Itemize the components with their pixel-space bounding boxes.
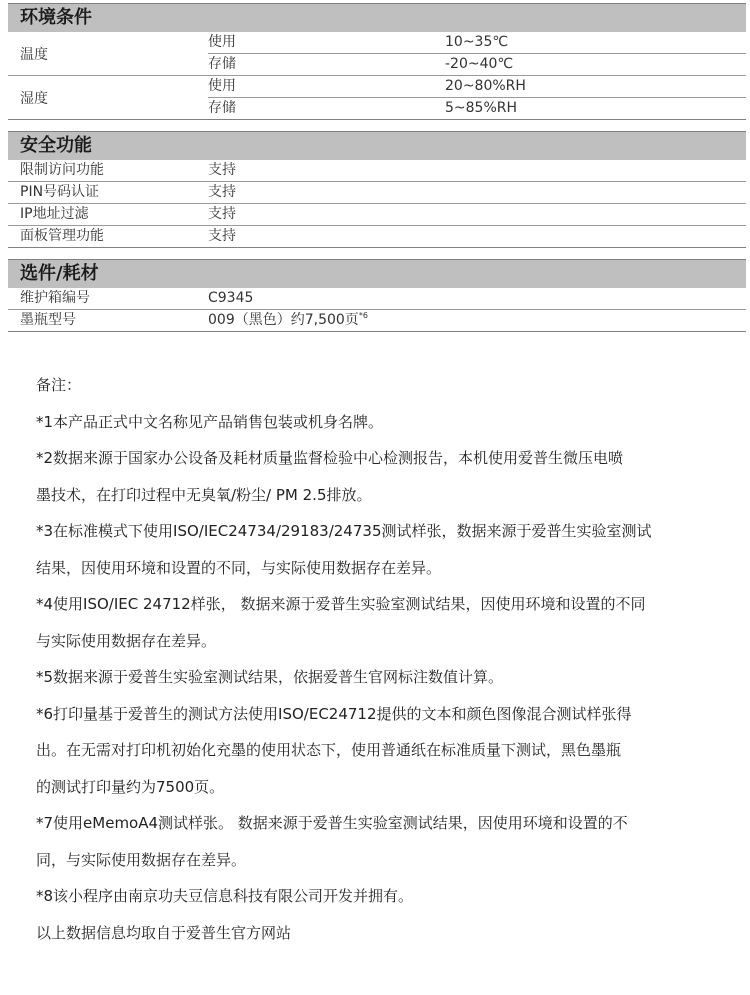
spec-sublabel: 使用 <box>208 34 236 50</box>
section-title: 安全功能 <box>8 131 746 160</box>
spec-value: 009（黑色）约7,500页 <box>208 312 359 328</box>
spec-value: 支持 <box>208 184 236 200</box>
note-line: *6打印量基于爱普生的测试方法使用ISO/EC24712提供的文本和颜色图像混合测试样张得 <box>36 704 632 723</box>
spec-row <box>8 226 746 247</box>
note-line: *3在标准模式下使用ISO/IEC24734/29183/24735测试样张，数据来源于爱普生实验室测试 <box>36 522 652 540</box>
spec-value: C9345 <box>208 290 254 306</box>
note-line: 同，与实际使用数据存在差异。 <box>36 850 247 869</box>
note-line: *1本产品正式中文名称见产品销售包装或机身名牌。 <box>36 412 384 431</box>
spec-value-cell <box>208 310 746 331</box>
note-line: *2数据来源于国家办公设备及耗材质量监督检验中心检测报告，本机使用爱普生微压电喷 <box>36 449 624 467</box>
notes-block <box>36 367 726 951</box>
footnote-marker: *6 <box>358 311 368 320</box>
spec-sublabel: 存储 <box>208 56 236 72</box>
note-line: 的测试打印量约为7500页。 <box>36 777 225 796</box>
spec-row <box>8 204 746 226</box>
spec-value: 支持 <box>208 162 236 178</box>
spec-subrow <box>208 98 746 119</box>
spec-sublabel: 存储 <box>208 100 236 116</box>
note-line: 以上数据信息均取自于爱普生官方网站 <box>36 923 292 942</box>
spec-label: 限制访问功能 <box>20 162 104 178</box>
spec-group-temperature <box>8 32 746 76</box>
spec-value: 支持 <box>208 228 236 244</box>
note-line: *8该小程序由南京功夫豆信息科技有限公司开发并拥有。 <box>36 887 414 905</box>
section-title: 环境条件 <box>8 3 746 32</box>
spec-label: 维护箱编号 <box>20 290 90 306</box>
spec-label: IP地址过滤 <box>20 206 89 222</box>
note-line: 出。在无需对打印机初始化充墨的使用状态下，使用普通纸在标准质量下测试，黑色墨瓶 <box>36 741 622 759</box>
spec-value: 20~80%RH <box>445 78 526 94</box>
section-environment <box>8 3 746 120</box>
note-line: *4使用ISO/IEC 24712样张， 数据来源于爱普生实验室测试结果，因使用环境和设置的不同 <box>36 595 646 613</box>
notes-heading: 备注： <box>36 376 82 394</box>
spec-row <box>8 310 746 331</box>
section-title: 选件/耗材 <box>8 259 746 288</box>
spec-label: 湿度 <box>20 90 48 107</box>
spec-subrow <box>208 32 746 54</box>
spec-label: 温度 <box>20 46 48 63</box>
spec-row <box>8 288 746 310</box>
spec-row <box>8 160 746 182</box>
spec-value: 10~35℃ <box>445 34 509 50</box>
spec-row <box>8 182 746 204</box>
section-security <box>8 131 746 248</box>
spec-sublabel: 使用 <box>208 78 236 94</box>
spec-value: 支持 <box>208 206 236 222</box>
note-line: 与实际使用数据存在差异。 <box>36 631 217 650</box>
spec-table <box>8 3 746 343</box>
spec-subrow <box>208 54 746 75</box>
note-line: 结果，因使用环境和设置的不同，与实际使用数据存在差异。 <box>36 558 442 577</box>
note-line: *5数据来源于爱普生实验室测试结果，依据爱普生官网标注数值计算。 <box>36 668 504 686</box>
section-options <box>8 259 746 332</box>
spec-value: 5~85%RH <box>445 100 518 116</box>
note-line: *7使用eMemoA4测试样张。 数据来源于爱普生实验室测试结果，因使用环境和设置的不 <box>36 814 628 832</box>
note-line: 墨技术，在打印过程中无臭氧/粉尘/ PM 2.5排放。 <box>36 485 372 504</box>
spec-label: 面板管理功能 <box>20 228 104 244</box>
spec-label: PIN号码认证 <box>20 184 100 200</box>
spec-group-humidity <box>8 76 746 119</box>
spec-label: 墨瓶型号 <box>20 312 76 328</box>
spec-value: -20~40℃ <box>445 56 514 72</box>
spec-subrow <box>208 76 746 98</box>
